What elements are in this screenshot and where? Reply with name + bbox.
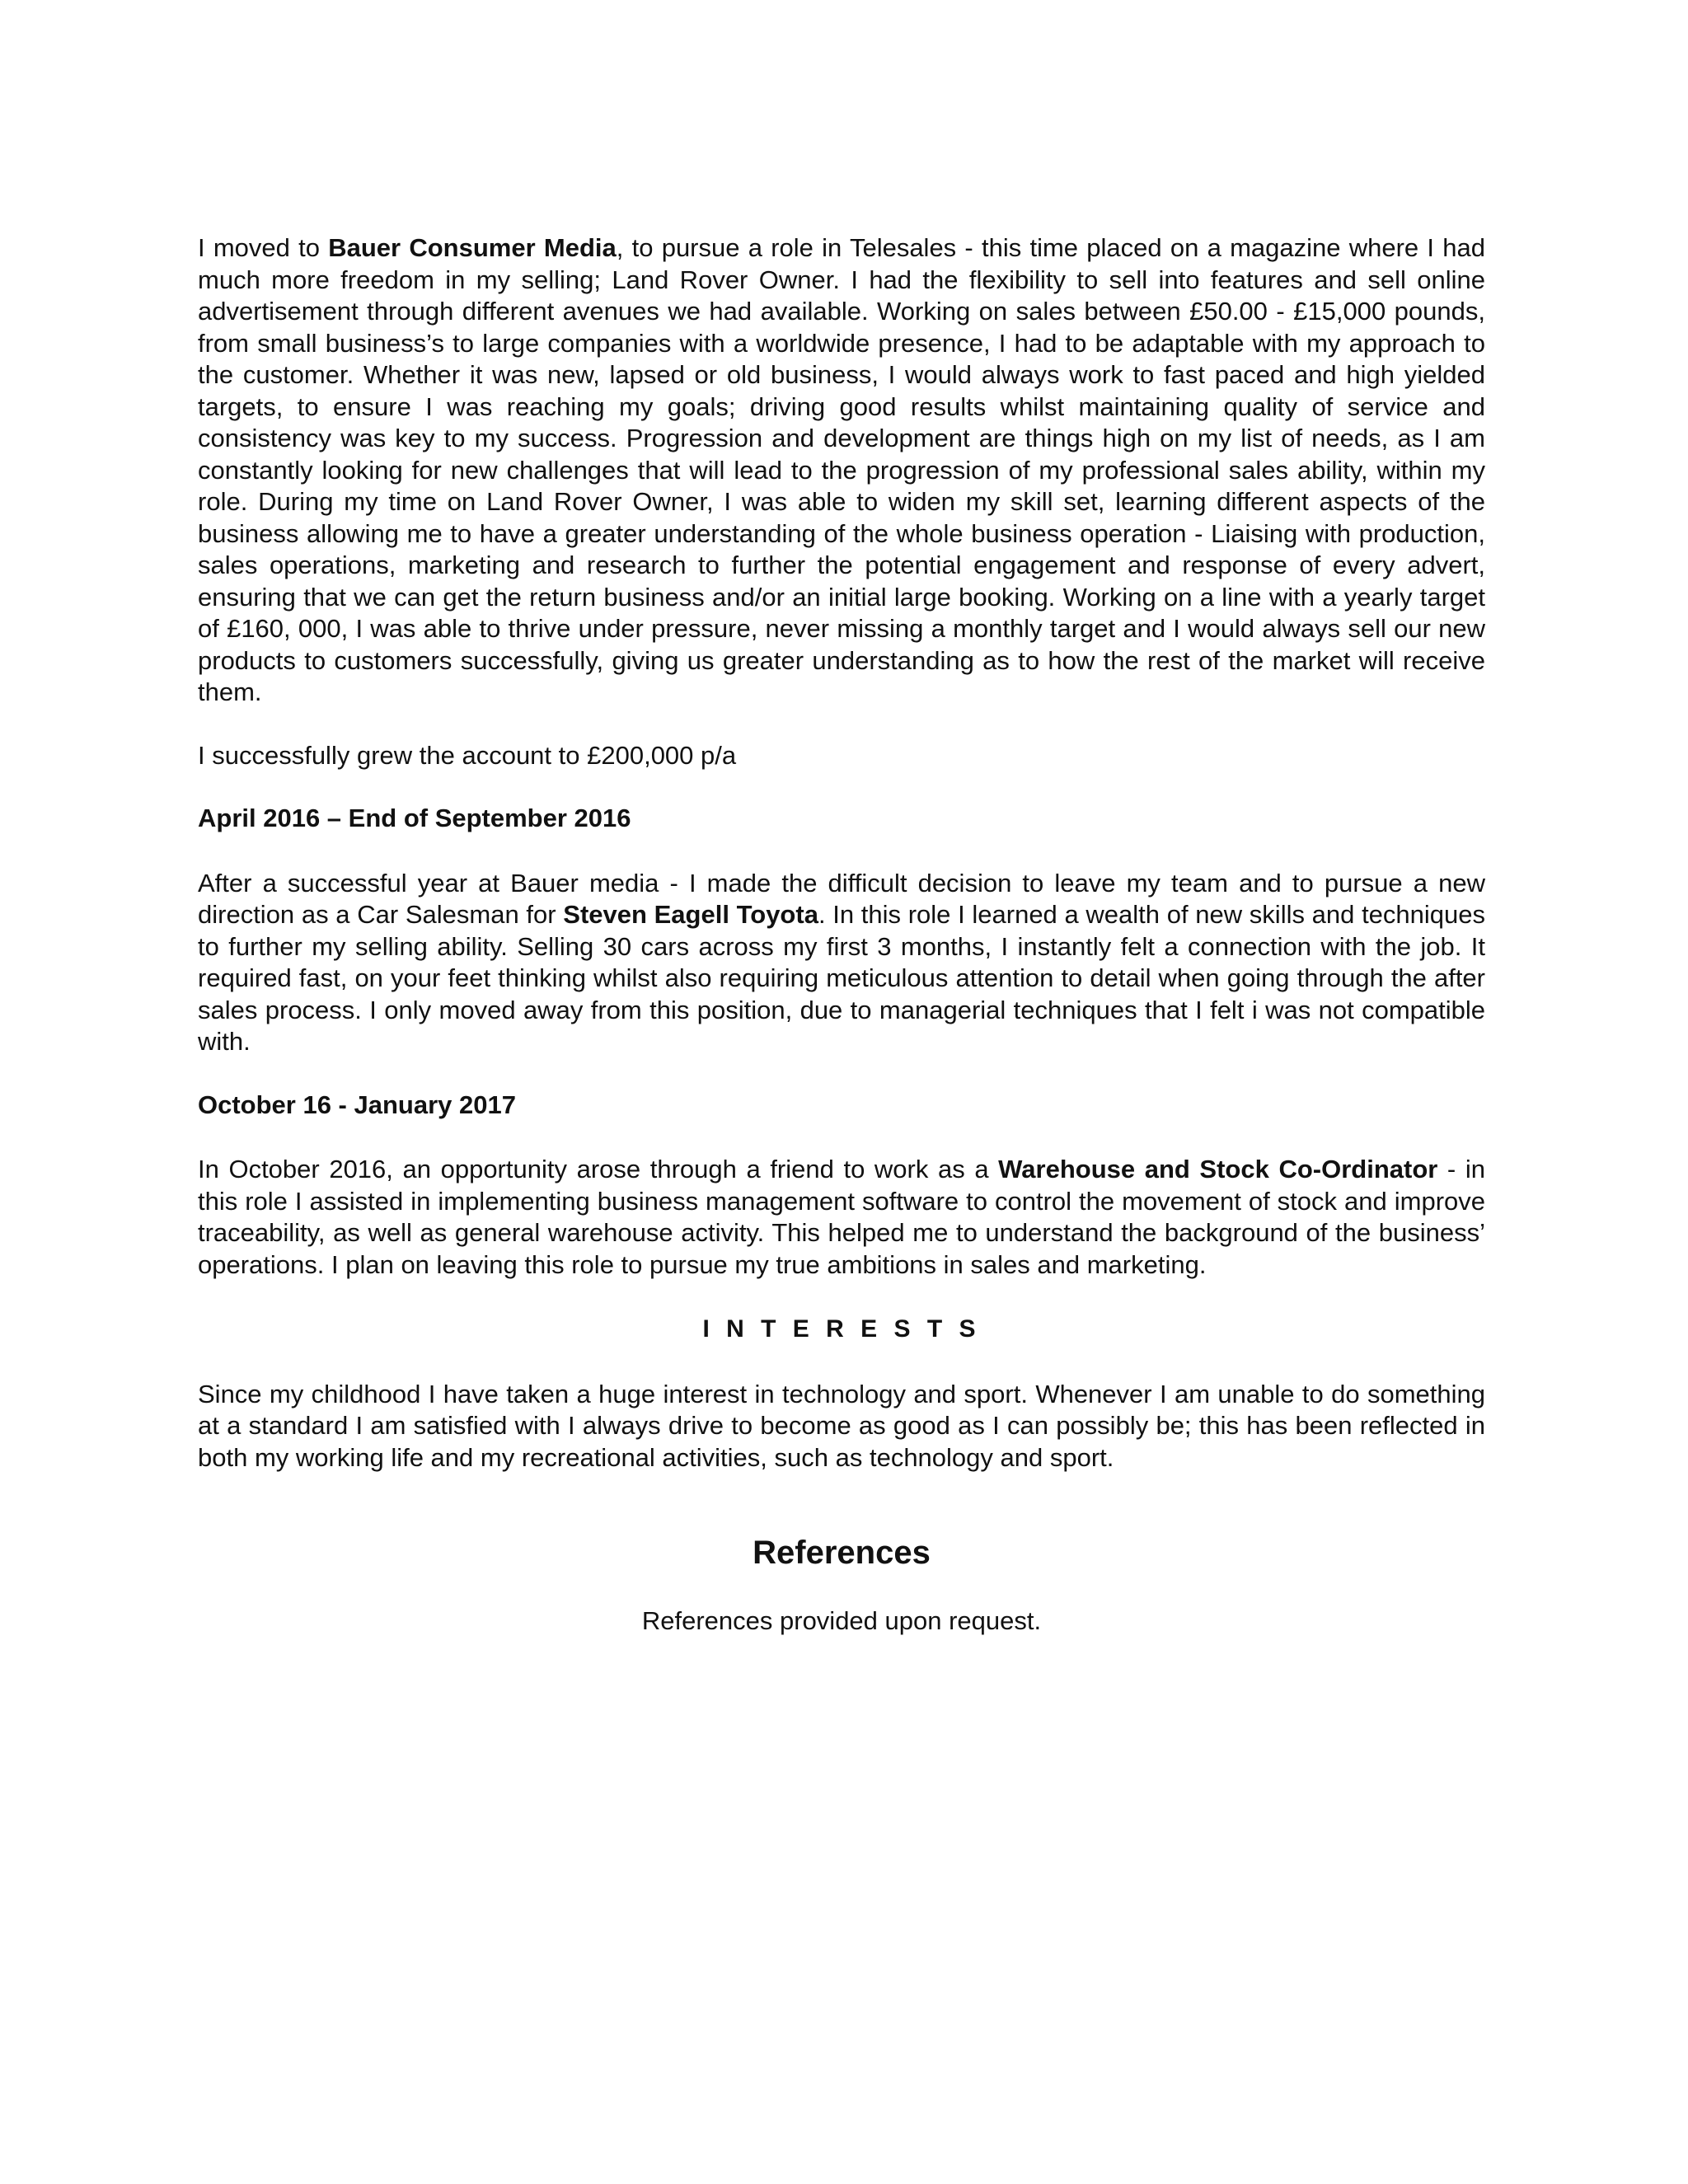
role-warehouse: Warehouse and Stock Co-Ordinator <box>998 1155 1438 1183</box>
date-heading-october-16: October 16 - January 2017 <box>198 1090 516 1119</box>
account-growth-line: I successfully grew the account to £200,000 p/a <box>198 740 737 770</box>
bauer-paragraph: I moved to Bauer Consumer Media, to pursue a role in Telesales - this time placed on a magazine where I had much more freedom in my selling; Land Rover Owner. I had the flexibility to sell into features and sell online advertisement through different avenues we had available. Working on sales between £50.00 - £15,000 pounds, from small business’s to large companies with a worldwide presence, I had to be adaptable with my approach to the customer. Whether it was new, lapsed or old business, I would always work to fast paced and high yielded targets, to ensure I was reaching my goals; driving good results whilst maintaining quality of service and consistency was key to my success. Progression and development are things high on my list of needs, as I am constantly looking for new challenges that will lead to the progression of my professional sales ability, within my role. During my time on Land Rover Owner, I was able to widen my skill set, learning different aspects of the business allowing me to have a greater understanding of the whole business operation - Liaising with production, sales operations, marketing and research to further the potential engagement and response of every advert, ensuring that we can get the return business and/or an initial large booking. Working on a line with a yearly target of £160, 000, I was able to thrive under pressure, never missing a monthly target and I would always sell our new products to customers successfully, giving us greater understanding as to how the rest of the market will receive them. <box>198 233 1485 706</box>
document-page <box>198 232 1485 1638</box>
toyota-paragraph: After a successful year at Bauer media - I made the difficult decision to leave my team and to pursue a new direction as a Car Salesman for Steven Eagell Toyota. In this role I learned a wealth of new skills and techniques to further my selling ability. Selling 30 cars across my first 3 months, I instantly felt a connection with the job. It required fast, on your feet thinking whilst also requiring meticulous attention to detail when going through the after sales process. I only moved away from this position, due to managerial techniques that I felt i was not compatible with. <box>198 868 1486 1056</box>
references-text: References provided upon request. <box>641 1606 1042 1635</box>
company-bauer: Bauer Consumer Media <box>328 233 617 262</box>
references-heading: References <box>753 1535 931 1571</box>
date-heading-april-2016: April 2016 – End of September 2016 <box>198 804 631 832</box>
interests-heading: I N T E R E S T S <box>702 1315 981 1343</box>
warehouse-paragraph: In October 2016, an opportunity arose through a friend to work as a Warehouse and Stock Co-Ordinator - in this role I assisted in implementing business management software to control the movement of stock and improve traceability, as well as general warehouse activity. This helped me to understand the background of the business’ operations. I plan on leaving this role to pursue my true ambitions in sales and marketing. <box>198 1155 1485 1279</box>
company-toyota: Steven Eagell Toyota <box>563 900 818 929</box>
interests-paragraph: Since my childhood I have taken a huge interest in technology and sport. Whenever I am unable to do something at a standard I am satisfied with I always drive to become as good as I can possibly be; this has been reflected in both my working life and my recreational activities, such as technology and sport. <box>198 1379 1485 1472</box>
